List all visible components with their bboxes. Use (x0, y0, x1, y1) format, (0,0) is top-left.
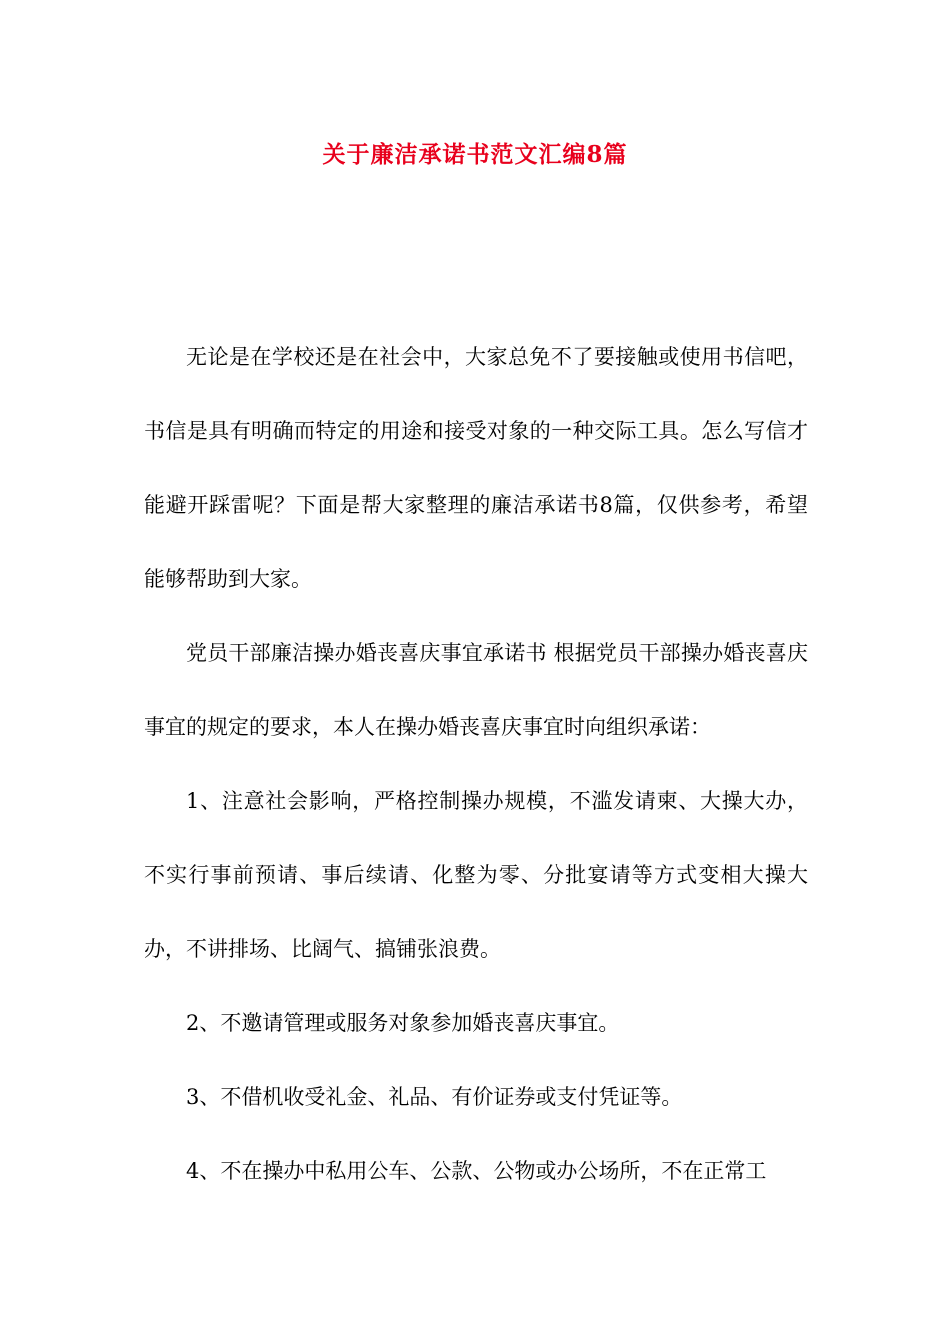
paragraph-commitment-heading: 党员干部廉洁操办婚丧喜庆事宜承诺书 根据党员干部操办婚丧喜庆事宜的规定的要求，本人在操办婚丧喜庆事宜时向组织承诺： (144, 641, 808, 739)
document-body (144, 320, 808, 1208)
paragraph-item-2: 2、不邀请管理或服务对象参加婚丧喜庆事宜。 (186, 1011, 620, 1035)
paragraph-item-1: 1、注意社会影响，严格控制操办规模，不滥发请柬、大操大办，不实行事前预请、事后续请、化整为零、分批宴请等方式变相大操大办，不讲排场、比阔气、搞铺张浪费。 (144, 789, 808, 961)
paragraph-intro: 无论是在学校还是在社会中，大家总免不了要接触或使用书信吧，书信是具有明确而特定的用途和接受对象的一种交际工具。怎么写信才能避开踩雷呢？下面是帮大家整理的廉洁承诺书8篇，仅供参考，希望能够帮助到大家。 (144, 345, 808, 591)
document-title: 关于廉洁承诺书范文汇编8篇 (322, 141, 628, 168)
paragraph-item-3: 3、不借机收受礼金、礼品、有价证券或支付凭证等。 (186, 1085, 683, 1109)
paragraph-item-4: 4、不在操办中私用公车、公款、公物或办公场所，不在正常工 (186, 1159, 767, 1183)
